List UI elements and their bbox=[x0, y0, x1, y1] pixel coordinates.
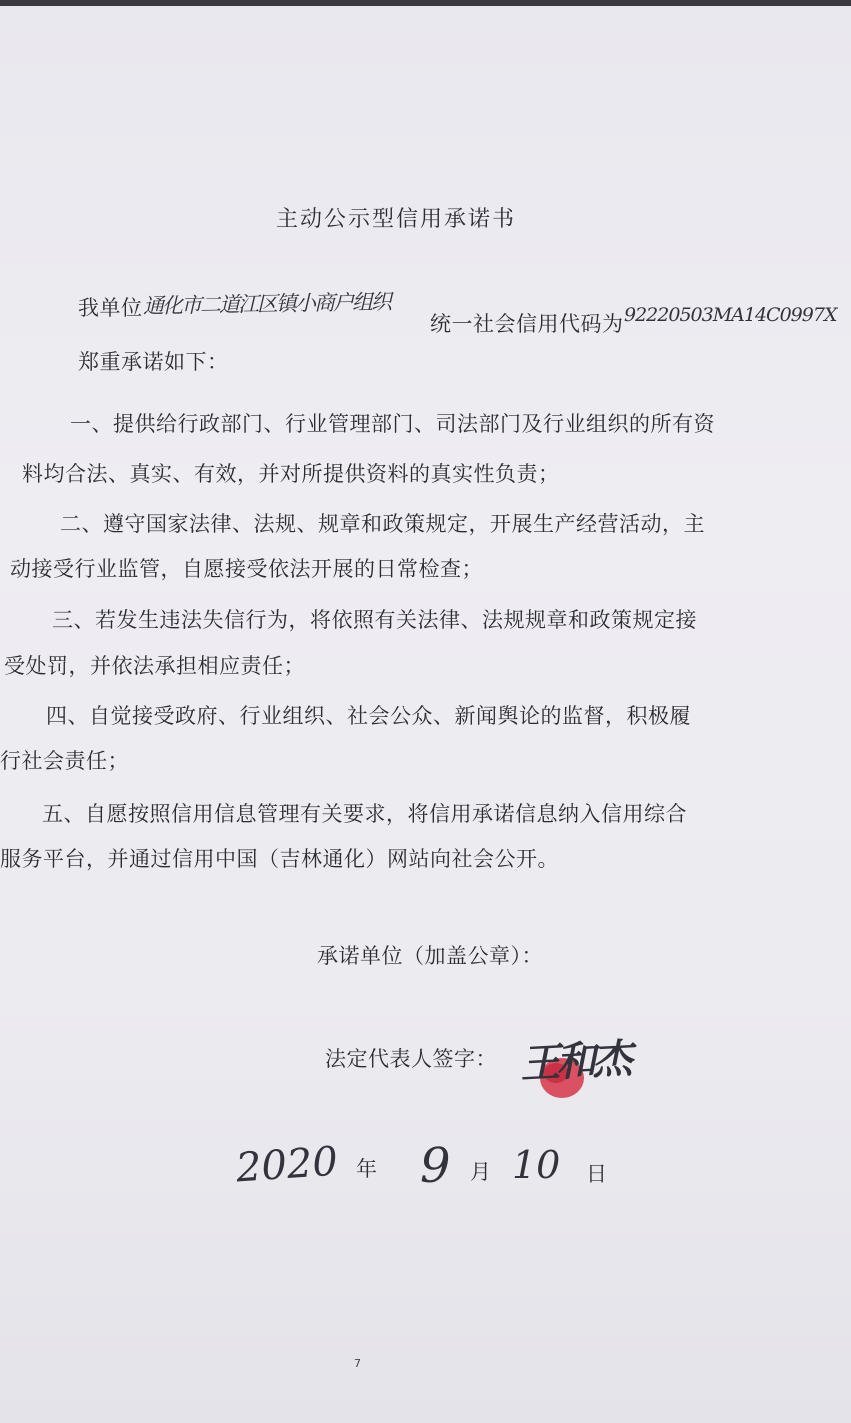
page-number: 7 bbox=[354, 1357, 361, 1370]
date-month-label: 月 bbox=[470, 1160, 492, 1184]
item-2-line2: 动接受行业监管，自愿接受依法开展的日常检查； bbox=[10, 557, 483, 581]
intro-line2: 郑重承诺如下： bbox=[78, 350, 229, 374]
legal-rep-signature: 王和杰 bbox=[519, 1035, 630, 1088]
item-3-line1: 三、若发生违法失信行为，将依照有关法律、法规规章和政策规定接 bbox=[52, 608, 697, 632]
date-day-label: 日 bbox=[586, 1162, 608, 1186]
item-1-line1: 一、提供给行政部门、行业管理部门、司法部门及行业组织的所有资 bbox=[70, 412, 715, 436]
date-year-handwritten: 2020 bbox=[234, 1138, 340, 1192]
intro-middle: 统一社会信用代码为 bbox=[430, 312, 624, 336]
document-title: 主动公示型信用承诺书 bbox=[276, 207, 517, 232]
item-2-line1: 二、遵守国家法律、法规、规章和政策规定，开展生产经营活动，主 bbox=[60, 512, 705, 536]
item-3-line2: 受处罚，并依法承担相应责任； bbox=[4, 654, 305, 678]
top-edge-shadow bbox=[0, 0, 851, 6]
legal-rep-label: 法定代表人签字： bbox=[325, 1047, 497, 1071]
item-5-line1: 五、自愿按照信用信息管理有关要求，将信用承诺信息纳入信用综合 bbox=[42, 802, 687, 826]
unit-name-handwritten: 通化市二道江区镇小商户组织 bbox=[142, 289, 391, 319]
date-year-label: 年 bbox=[356, 1157, 378, 1181]
date-day-handwritten: 10 bbox=[512, 1143, 561, 1187]
item-1-line2: 料均合法、真实、有效，并对所提供资料的真实性负责； bbox=[22, 462, 560, 486]
date-month-handwritten: 9 bbox=[420, 1138, 451, 1194]
credit-code-handwritten: 92220503MA14C0997X bbox=[624, 304, 837, 326]
item-4-line1: 四、自觉接受政府、行业组织、社会公众、新闻舆论的监督，积极履 bbox=[46, 704, 691, 728]
item-4-line2: 行社会责任； bbox=[0, 749, 129, 773]
unit-seal-label: 承诺单位（加盖公章）： bbox=[317, 944, 543, 968]
intro-prefix: 我单位 bbox=[78, 296, 143, 320]
item-5-line2: 服务平台，并通过信用中国（吉林通化）网站向社会公开。 bbox=[0, 847, 559, 871]
